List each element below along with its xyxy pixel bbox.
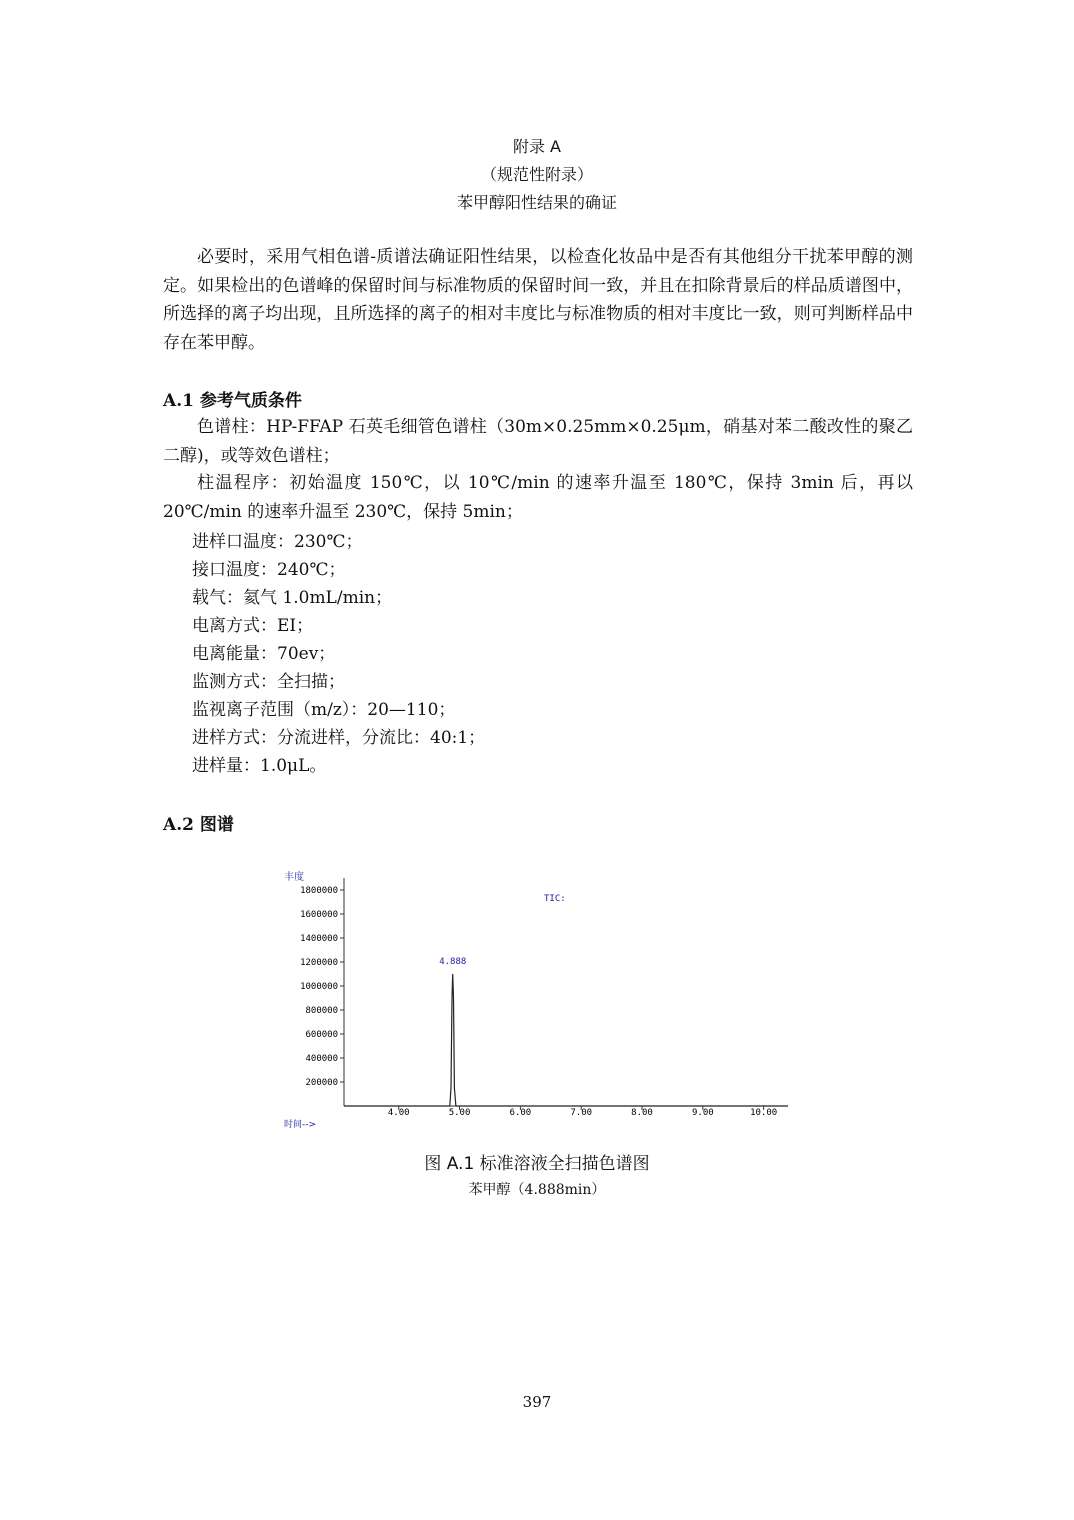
- chart-title: TIC:: [544, 894, 566, 904]
- condition-injection-volume: 进样量：1.0μL。: [192, 756, 327, 776]
- figure-caption: 图 A.1 标准溶液全扫描色谱图: [424, 1154, 650, 1174]
- y-tick-label: 400000: [305, 1054, 338, 1064]
- condition-interface-temp: 接口温度：240℃；: [192, 560, 346, 580]
- x-tick-label: 4.00: [387, 1108, 410, 1118]
- x-tick-label: 9.00: [692, 1108, 714, 1118]
- condition-ionization-energy: 电离能量：70ev；: [192, 644, 336, 664]
- x-tick-label: 6.00: [509, 1108, 532, 1118]
- y-tick-label: 1800000: [300, 886, 338, 896]
- condition-carrier-gas: 载气：氦气 1.0mL/min；: [192, 588, 393, 608]
- appendix-title: 附录 A: [512, 137, 562, 156]
- y-tick-label: 1200000: [300, 958, 338, 968]
- page-number: 397: [522, 1393, 552, 1411]
- figure-note: 苯甲醇（4.888min）: [468, 1182, 606, 1198]
- condition-ion-range: 监视离子范围（m/z）：20—110；: [192, 700, 456, 720]
- intro-paragraph: 必要时，采用气相色谱-质谱法确证阳性结果，以检查化妆品中是否有其他组分干扰苯甲醇的测定。如果检出的色谱峰的保留时间与标准物质的保留时间一致，并且在扣除背景后的样品质谱图中，所选择的离子均出现，且所选择的离子的相对丰度比与标准物质的相对丰度比一致，则可判断样品中存在苯甲醇。: [163, 247, 913, 353]
- condition-injector-temp: 进样口温度：230℃；: [192, 532, 363, 552]
- condition-injection-mode: 进样方式：分流进样，分流比：40:1；: [192, 728, 486, 748]
- x-tick-label: 8.00: [631, 1108, 653, 1118]
- x-axis-label: 时间-->: [284, 1120, 317, 1130]
- condition-ionization-mode: 电离方式：EI；: [192, 616, 314, 636]
- section-a2-heading: A.2 图谱: [163, 815, 234, 835]
- y-axis-label: 丰度: [284, 872, 304, 883]
- y-tick-label: 200000: [305, 1078, 338, 1088]
- appendix-subtitle: （规范性附录）: [480, 165, 593, 184]
- column-paragraph: 色谱柱：HP-FFAP 石英毛细管色谱柱（30m×0.25mm×0.25μm，硝基对苯二酸改性的聚乙二醇)，或等效色谱柱；: [163, 417, 913, 466]
- y-tick-label: 1600000: [300, 910, 338, 920]
- y-tick-label: 800000: [305, 1006, 338, 1016]
- tic-trace: [344, 974, 788, 1106]
- section-a1-heading: A.1 参考气质条件: [163, 391, 302, 411]
- y-tick-label: 1400000: [300, 934, 338, 944]
- peak-label: 4.888: [439, 957, 467, 967]
- tic-chromatogram: [280, 868, 800, 1133]
- appendix-heading: 苯甲醇阳性结果的确证: [456, 193, 617, 212]
- x-tick-label: 5.00: [448, 1108, 471, 1118]
- temp-program-paragraph: 柱温程序：初始温度 150℃，以 10℃/min 的速率升温至 180℃，保持 3min 后，再以 20℃/min 的速率升温至 230℃，保持 5min；: [163, 473, 913, 522]
- condition-monitor-mode: 监测方式：全扫描；: [192, 672, 345, 692]
- x-tick-label: 10.00: [750, 1108, 778, 1118]
- x-tick-label: 7.00: [570, 1108, 593, 1118]
- y-tick-label: 1000000: [300, 982, 338, 992]
- y-tick-label: 600000: [305, 1030, 338, 1040]
